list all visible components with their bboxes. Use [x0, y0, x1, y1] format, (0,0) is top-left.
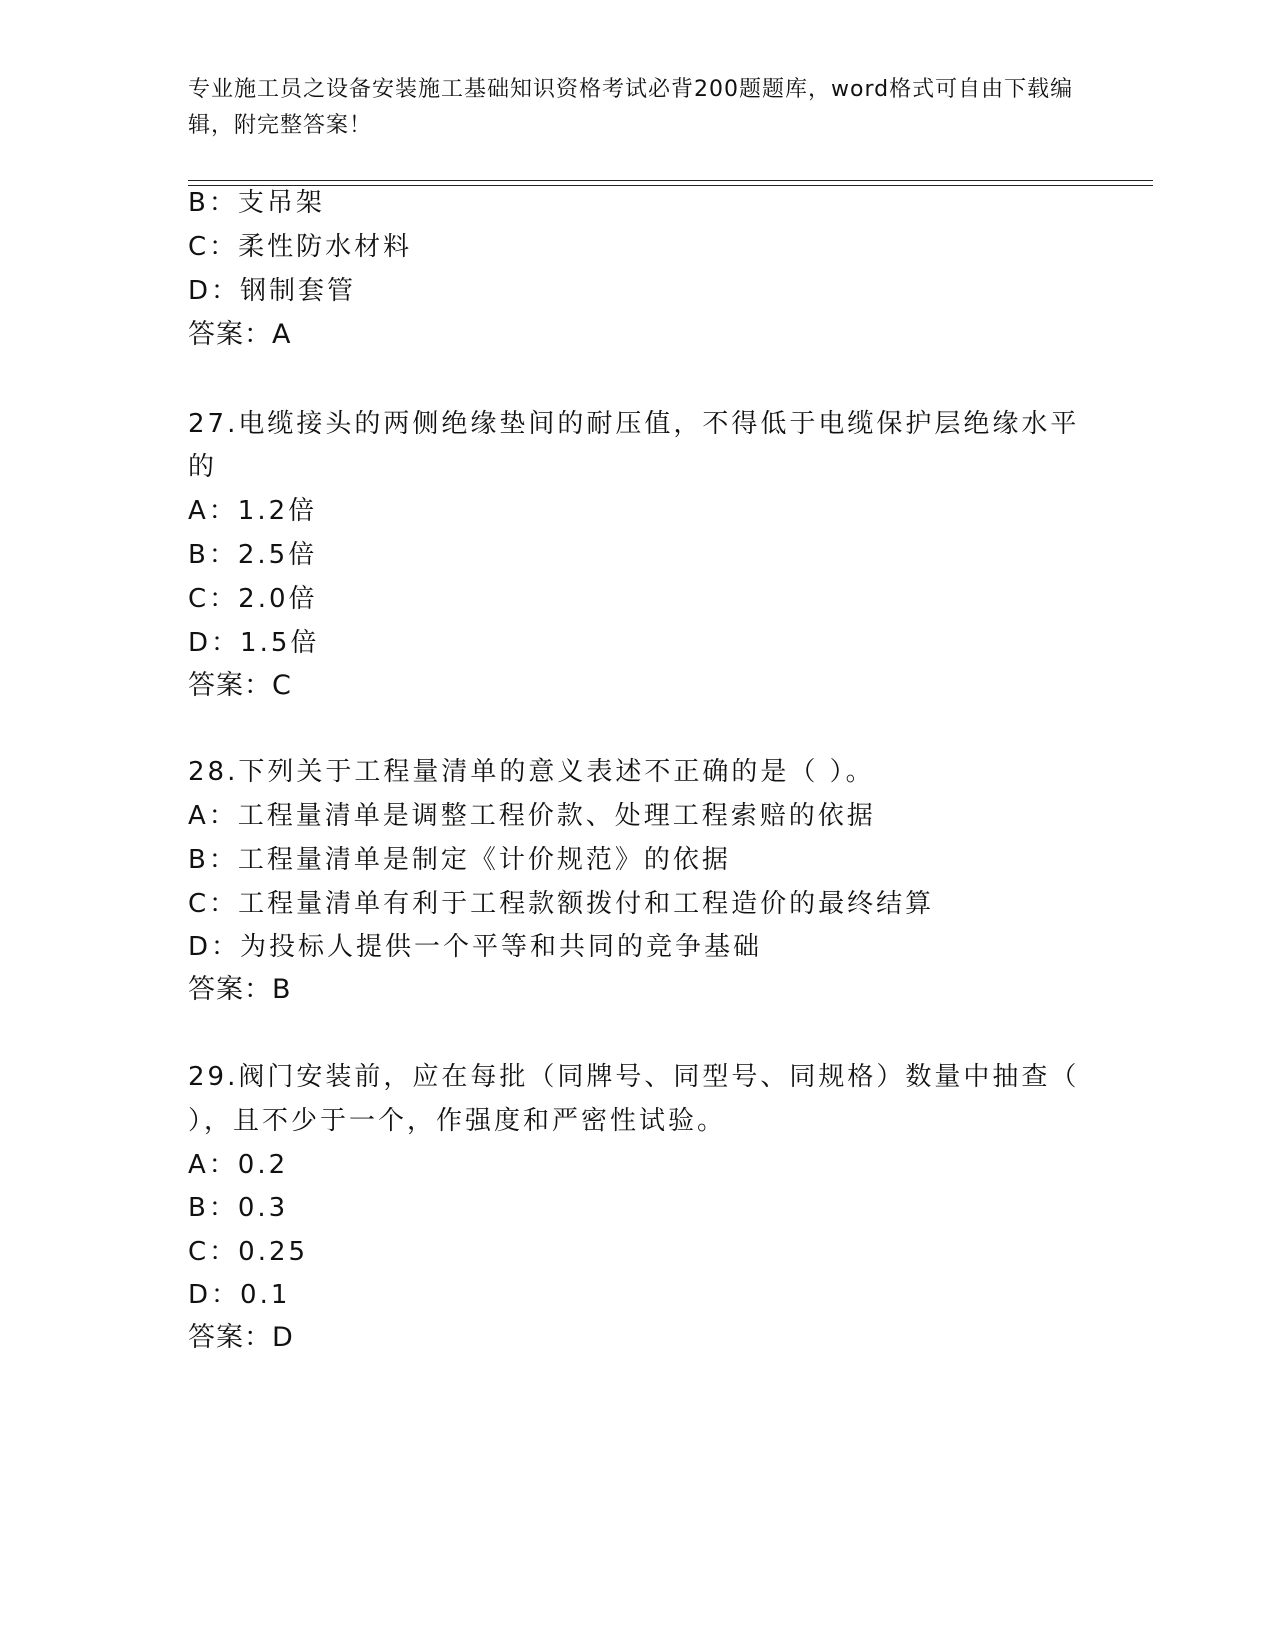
option-letter: C： — [188, 584, 239, 614]
option-line — [188, 1193, 288, 1223]
option-letter: D： — [188, 1280, 241, 1310]
option-text: 1.5倍 — [240, 628, 320, 658]
option-text: 工程量清单是制定《计价规范》的依据 — [237, 845, 731, 875]
document-header: 专业施工员之设备安装施工基础知识资格考试必背200题题库，word格式可自由下载编辑，附完整答案！ — [188, 77, 1074, 138]
option-line — [188, 496, 317, 526]
option-text: 工程量清单是调整工程价款、处理工程索赔的依据 — [237, 801, 876, 831]
option-text: 2.0倍 — [238, 584, 318, 614]
option-line — [188, 540, 317, 570]
option-text: 工程量清单有利于工程款额拨付和工程造价的最终结算 — [238, 889, 935, 919]
question-stem: 29.阀门安装前，应在每批（同牌号、同型号、同规格）数量中抽查（ — [188, 1062, 1080, 1092]
option-line — [188, 276, 356, 306]
option-line — [188, 1237, 308, 1267]
option-letter: D： — [188, 276, 241, 306]
option-letter: C： — [188, 889, 239, 919]
header-rule-bottom — [188, 185, 1153, 186]
option-line — [188, 889, 934, 919]
option-letter: A： — [188, 496, 238, 526]
option-text: 柔性防水材料 — [238, 232, 413, 262]
option-letter: A： — [188, 801, 238, 831]
option-letter: B： — [188, 540, 238, 570]
question-stem-continued: ），且不少于一个，作强度和严密性试验。 — [188, 1106, 727, 1136]
answer-line: 答案：A — [188, 319, 292, 350]
option-letter: B： — [188, 845, 238, 875]
header-rule-top — [188, 180, 1153, 181]
option-letter: D： — [188, 932, 241, 962]
option-text: 支吊架 — [237, 188, 325, 218]
option-line — [188, 584, 318, 614]
option-text: 钢制套管 — [240, 276, 357, 306]
option-text: 为投标人提供一个平等和共同的竞争基础 — [240, 932, 763, 962]
answer-line: 答案：B — [188, 974, 292, 1005]
option-line — [188, 1280, 290, 1310]
answer-line: 答案：D — [188, 1322, 294, 1353]
option-text: 0.3 — [237, 1193, 289, 1223]
option-text: 2.5倍 — [237, 540, 318, 570]
option-line — [188, 932, 762, 962]
option-letter: B： — [188, 188, 238, 218]
option-letter: C： — [188, 232, 239, 262]
option-letter: A： — [188, 1150, 238, 1180]
option-line — [188, 188, 325, 218]
option-line — [188, 628, 319, 658]
option-text: 1.2倍 — [237, 496, 318, 526]
option-line — [188, 801, 876, 831]
option-text: 0.25 — [238, 1237, 309, 1267]
question-stem: 27.电缆接头的两侧绝缘垫间的耐压值，不得低于电缆保护层绝缘水平 — [188, 409, 1080, 439]
option-line — [188, 845, 731, 875]
question-stem: 28.下列关于工程量清单的意义表述不正确的是（ ）。 — [188, 757, 875, 787]
option-line — [188, 1150, 288, 1180]
option-letter: C： — [188, 1237, 239, 1267]
option-letter: B： — [188, 1193, 238, 1223]
option-line — [188, 232, 412, 262]
option-letter: D： — [188, 628, 241, 658]
option-text: 0.1 — [240, 1280, 291, 1310]
answer-line: 答案：C — [188, 670, 292, 701]
question-stem-continued: 的 — [188, 452, 218, 482]
option-text: 0.2 — [237, 1150, 289, 1180]
